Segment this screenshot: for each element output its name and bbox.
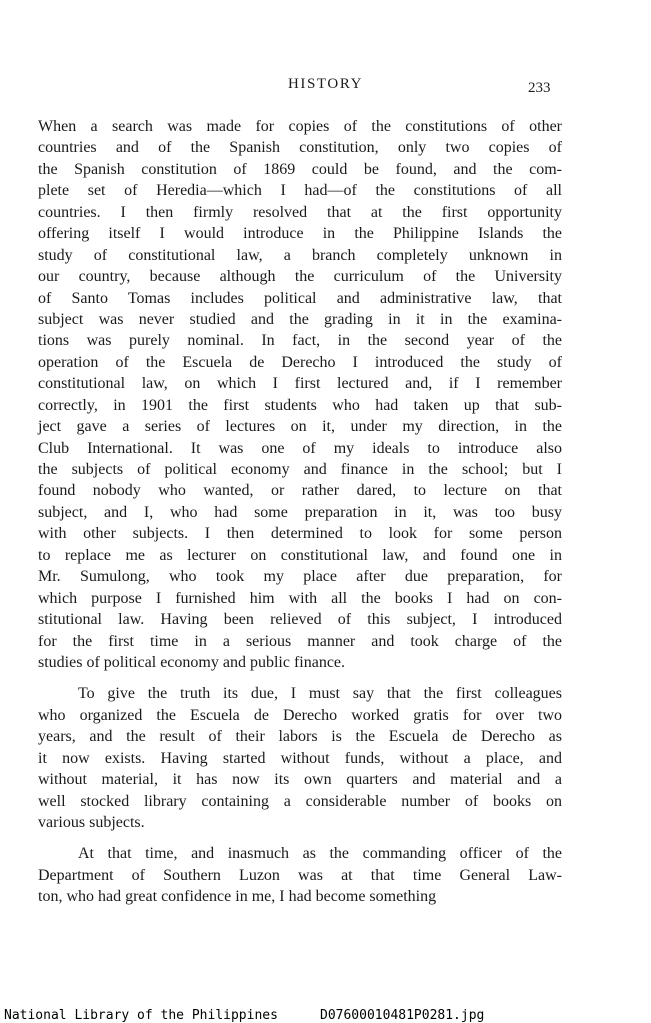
text-line: of Santo Tomas includes political and administrative law, that xyxy=(38,289,562,307)
text-line: with other subjects. I then determined to look for some person xyxy=(38,525,562,543)
text-line: subject, and I, who had some preparation in it, was too busy xyxy=(38,503,562,521)
text-line: Department of Southern Luzon was at that time General Law- xyxy=(38,866,562,884)
text-line: At that time, and inasmuch as the commanding officer of the xyxy=(78,845,562,863)
text-line: plete set of Heredia—which I had—of the constitutions of all xyxy=(38,182,562,200)
text-line: stitutional law. Having been relieved of this subject, I introduced xyxy=(38,611,562,629)
running-head xyxy=(0,74,651,98)
scan-footer xyxy=(0,1000,651,1022)
text-line: our country, because although the curriculum of the University xyxy=(38,268,562,286)
text-line: subject was never studied and the grading in it in the examina- xyxy=(38,310,562,328)
text-line: Mr. Sumulong, who took my place after due preparation, for xyxy=(38,568,562,586)
text-line: it now exists. Having started without funds, without a place, and xyxy=(38,749,562,767)
text-line: various subjects. xyxy=(38,814,145,831)
text-line: the Spanish constitution of 1869 could be found, and the com- xyxy=(38,160,562,178)
text-line: ject gave a series of lectures on it, under my direction, in the xyxy=(38,418,562,436)
text-line: the subjects of political economy and finance in the school; but I xyxy=(38,461,562,478)
text-line: for the first time in a serious manner and took charge of the xyxy=(38,632,562,650)
page-number: 233 xyxy=(528,80,551,96)
text-line: years, and the result of their labors is the Escuela de Derecho as xyxy=(38,728,562,746)
text-line: ton, who had great confidence in me, I had become something xyxy=(38,888,437,906)
text-line: to replace me as lecturer on constitutional law, and found one in xyxy=(38,546,562,564)
text-line: found nobody who wanted, or rather dared, to lecture on that xyxy=(38,482,562,500)
text-line: operation of the Escuela de Derecho I introduced the study of xyxy=(38,353,562,371)
text-line: without material, it has now its own quarters and material and a xyxy=(38,771,562,789)
text-line: correctly, in 1901 the first students who had taken up that sub- xyxy=(38,396,562,414)
text-line: studies of political economy and public finance. xyxy=(38,653,346,671)
text-line: which purpose I furnished him with all the books I had on con- xyxy=(38,589,562,607)
text-line: To give the truth its due, I must say that the first colleagues xyxy=(78,685,562,703)
paragraph-2 xyxy=(38,683,562,833)
text-line: constitutional law, on which I first lectured and, if I remember xyxy=(38,375,562,393)
paragraph-1 xyxy=(38,116,562,673)
text-line: When a search was made for copies of the constitutions of other xyxy=(38,118,562,135)
text-line: Club International. It was one of my ideals to introduce also xyxy=(38,439,562,457)
text-line: countries and of the Spanish constitution, only two copies of xyxy=(38,139,562,157)
text-line: who organized the Escuela de Derecho worked gratis for over two xyxy=(38,706,562,724)
text-line: well stocked library containing a considerable number of books on xyxy=(38,792,562,810)
text-line: countries. I then firmly resolved that at the first opportunity xyxy=(38,203,562,221)
running-title: HISTORY xyxy=(287,76,364,92)
body-text xyxy=(38,116,562,908)
text-line: tions was purely nominal. In fact, in the second year of the xyxy=(38,332,562,350)
text-line: offering itself I would introduce in the Philippine Islands the xyxy=(38,225,562,243)
footer-filename: D07600010481P0281.jpg xyxy=(320,1008,485,1023)
text-line: study of constitutional law, a branch completely unknown in xyxy=(38,246,562,264)
paragraph-3 xyxy=(38,843,562,907)
footer-source: National Library of the Philippines xyxy=(4,1008,278,1023)
